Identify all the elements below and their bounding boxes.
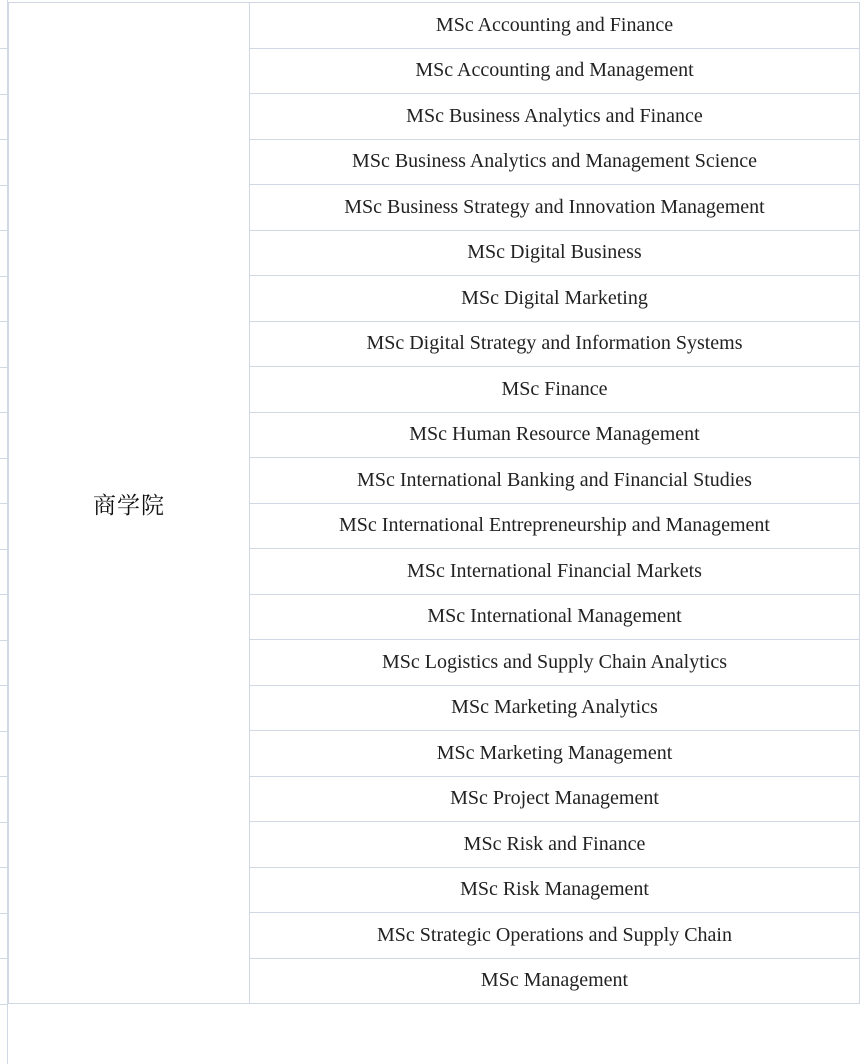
programs-table	[8, 2, 860, 1004]
program-cell: MSc Logistics and Supply Chain Analytics	[250, 640, 860, 686]
programs-table-body	[9, 3, 860, 1004]
program-cell: MSc Digital Strategy and Information Systems	[250, 321, 860, 367]
program-cell: MSc Business Analytics and Management Science	[250, 139, 860, 185]
table-row	[9, 3, 860, 49]
program-cell: MSc Digital Marketing	[250, 276, 860, 322]
left-column-row-divider	[0, 48, 7, 49]
left-column-row-divider	[0, 913, 7, 914]
left-column-row-divider	[0, 503, 7, 504]
left-column-row-divider	[0, 367, 7, 368]
left-column-edge	[0, 0, 8, 1064]
left-column-row-divider	[0, 822, 7, 823]
program-cell: MSc Digital Business	[250, 230, 860, 276]
program-cell: MSc Marketing Management	[250, 731, 860, 777]
left-column-row-divider	[0, 321, 7, 322]
left-column-row-divider	[0, 776, 7, 777]
program-cell: MSc Risk and Finance	[250, 822, 860, 868]
left-column-row-divider	[0, 276, 7, 277]
program-cell: MSc Risk Management	[250, 867, 860, 913]
program-cell: MSc International Financial Markets	[250, 549, 860, 595]
left-column-row-divider	[0, 549, 7, 550]
left-column-row-divider	[0, 640, 7, 641]
program-cell: MSc Finance	[250, 367, 860, 413]
program-cell: MSc Strategic Operations and Supply Chain	[250, 913, 860, 959]
left-column-row-divider	[0, 139, 7, 140]
program-cell: MSc Accounting and Management	[250, 48, 860, 94]
program-cell: MSc Human Resource Management	[250, 412, 860, 458]
left-column-row-divider	[0, 731, 7, 732]
program-cell: MSc Business Analytics and Finance	[250, 94, 860, 140]
program-cell: MSc International Entrepreneurship and Management	[250, 503, 860, 549]
school-name-cell: 商学院	[9, 3, 250, 1004]
left-column-row-divider	[0, 230, 7, 231]
program-cell: MSc Management	[250, 958, 860, 1004]
left-column-row-divider	[0, 185, 7, 186]
program-cell: MSc International Management	[250, 594, 860, 640]
program-cell: MSc Marketing Analytics	[250, 685, 860, 731]
program-cell: MSc Accounting and Finance	[250, 3, 860, 49]
program-cell: MSc Business Strategy and Innovation Management	[250, 185, 860, 231]
program-cell: MSc International Banking and Financial Studies	[250, 458, 860, 504]
left-column-row-divider	[0, 867, 7, 868]
left-column-row-divider	[0, 1004, 7, 1005]
left-column-row-divider	[0, 958, 7, 959]
left-column-row-divider	[0, 412, 7, 413]
left-column-row-divider	[0, 94, 7, 95]
left-column-row-divider	[0, 458, 7, 459]
left-column-row-divider	[0, 685, 7, 686]
left-column-row-divider	[0, 594, 7, 595]
program-cell: MSc Project Management	[250, 776, 860, 822]
